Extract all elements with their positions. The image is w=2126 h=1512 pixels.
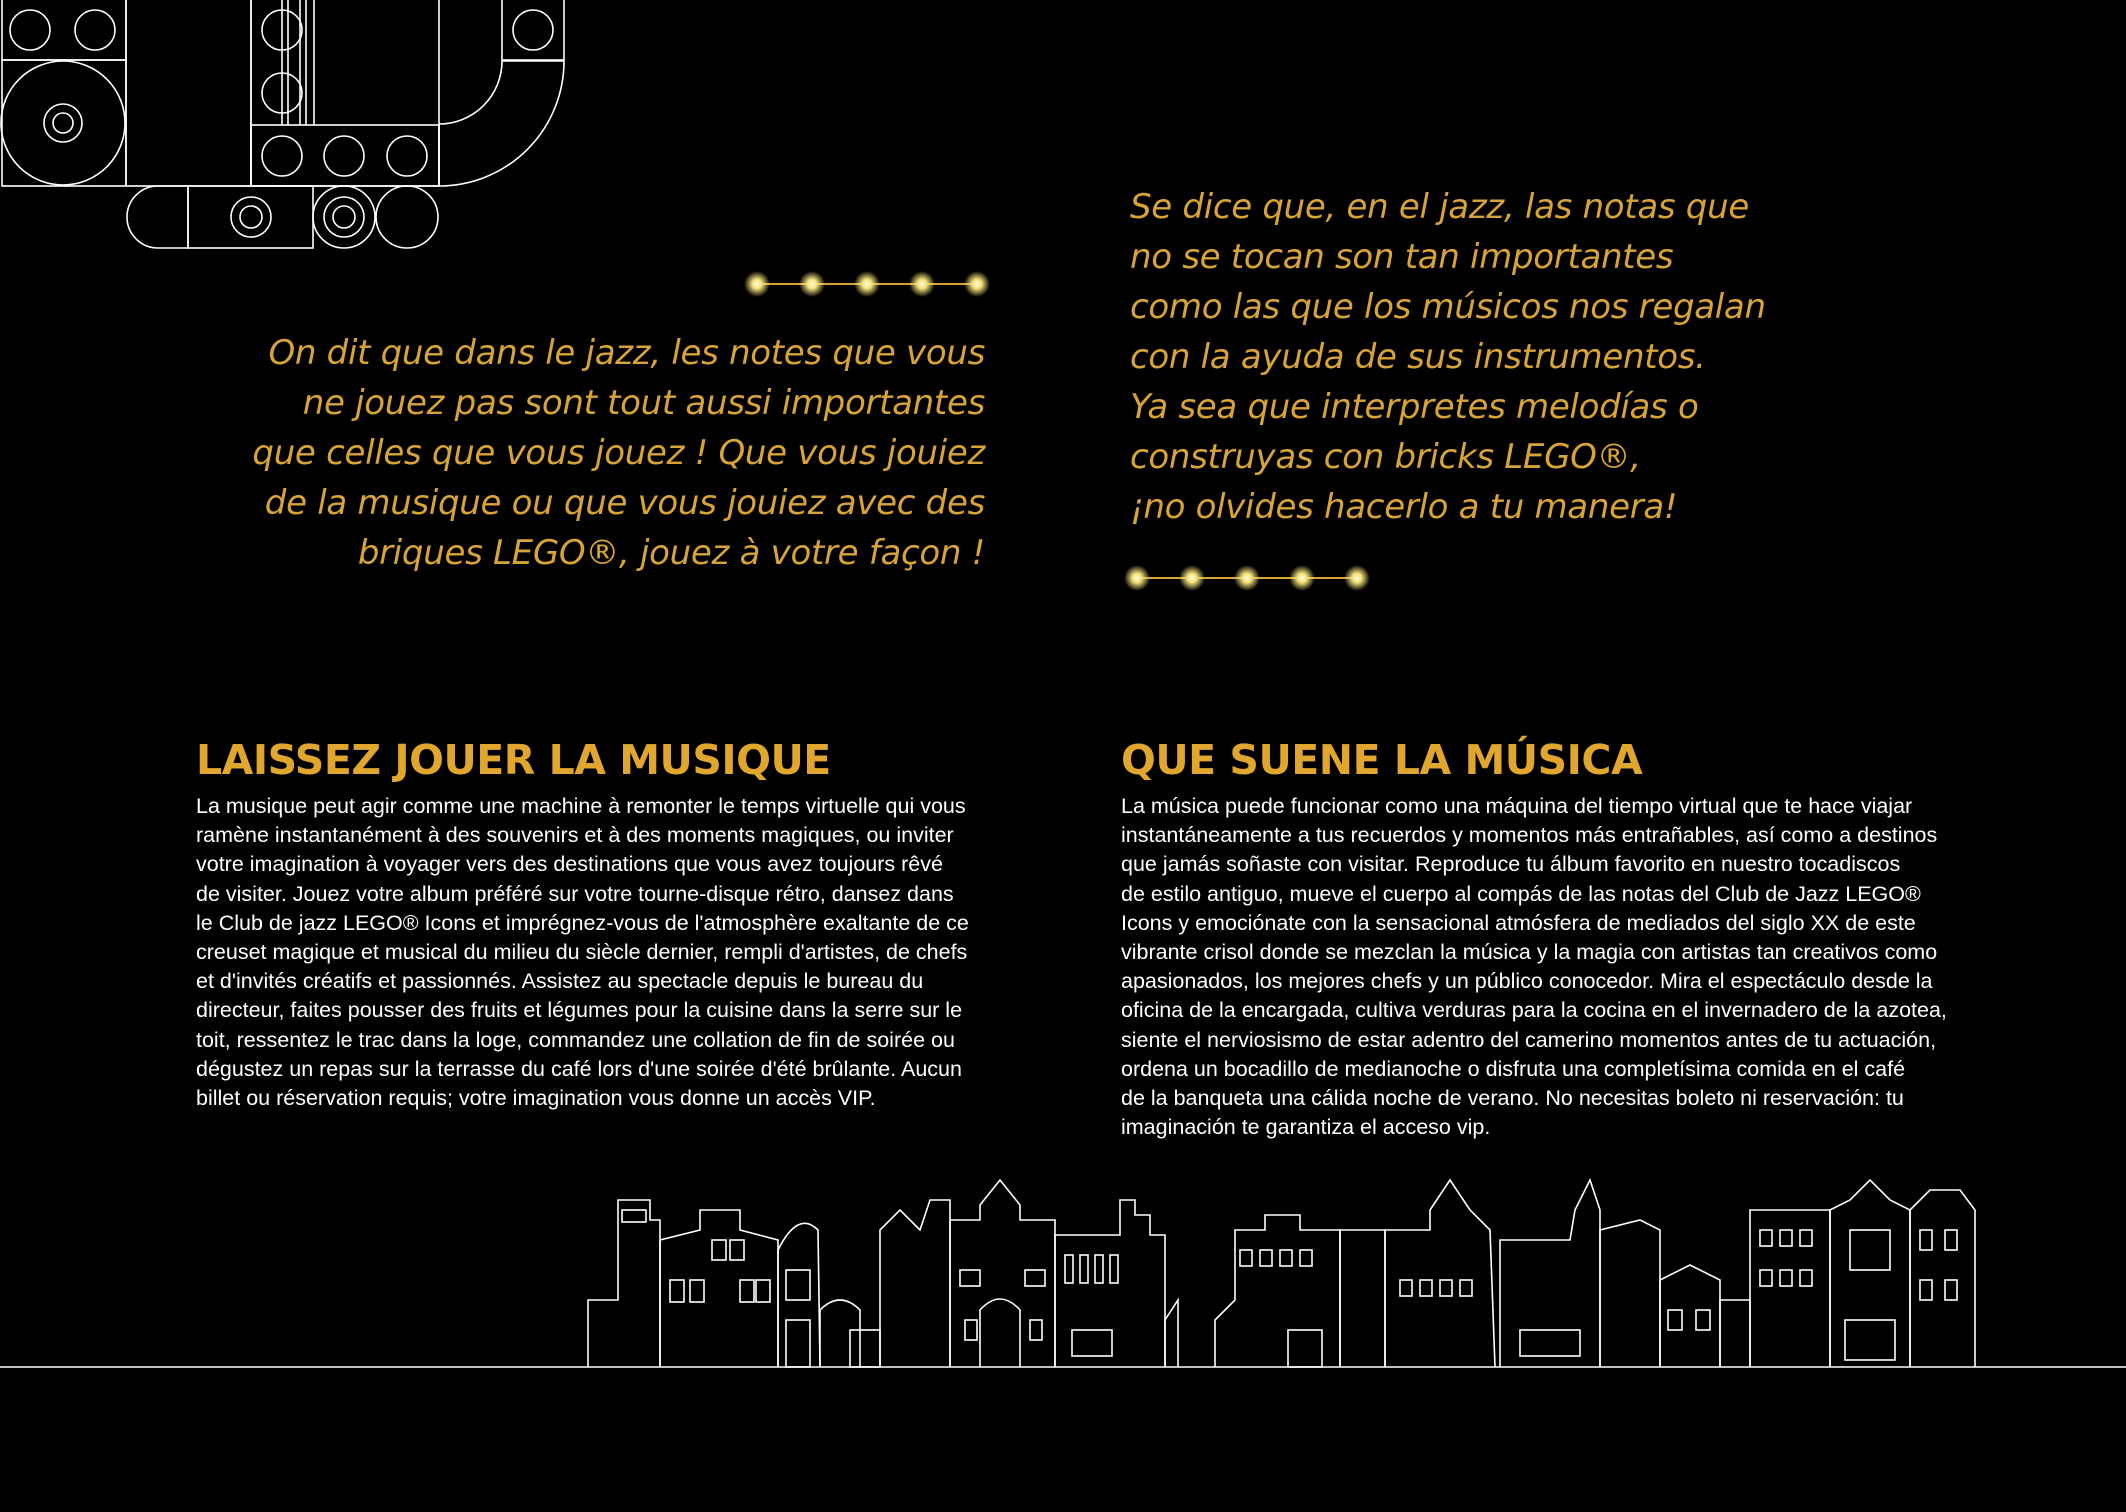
section-body-french: La musique peut agir comme une machine à remonter le temps virtuelle qui vous ramène instantanément à des souvenirs et à des moments magiques, ou inviter votre imagination à voyager vers des destinations que vous avez toujours rêvé de visiter. Jouez votre album préféré sur votre tourne-disque rétro, dansez dans le Club de jazz LEGO® Icons et imprégnez-vous de l'atmosphère exaltante de ce creuset magique et musical du milieu du siècle dernier, rempli d'artistes, de chefs et d'invités créatifs et passionnés. Assistez au spectacle depuis le bureau du directeur, faites pousser des fruits et légumes pour la cuisine dans la serre sur le toit, ressentez le trac dans la loge, commandez une collation de fin de soirée ou dégustez un repas sur la terrasse du café lors d'une soirée d'été brûlante. Aucun billet ou réservation requis; votre imagination vous donne un accès VIP. <box>196 794 969 1111</box>
string-lights-icon <box>740 264 1000 304</box>
quote-french: On dit que dans le jazz, les notes que vous ne jouez pas sont tout aussi importantes que celles que vous jouez ! Que vous jouiez de la musique ou que vous jouiez avec des briques LEGO®, jouez à votre façon ! <box>252 333 985 573</box>
quote-spanish: Se dice que, en el jazz, las notas que no se tocan son tan importantes como las que los músicos nos regalan con la ayuda de sus instrumentos. Ya sea que interpretes melodías o construyas con bricks LEGO®, ¡no olvides hacerlo a tu manera! <box>1130 187 1766 527</box>
section-heading-spanish: QUE SUENE LA MÚSICA <box>1121 736 1643 784</box>
section-heading-french: LAISSEZ JOUER LA MUSIQUE <box>196 736 831 784</box>
string-lights-icon <box>1120 558 1380 598</box>
city-skyline-illustration <box>0 1170 2126 1370</box>
section-body-spanish: La música puede funcionar como una máquina del tiempo virtual que te hace viajar instantáneamente a tus recuerdos y momentos más entrañables, así como a destinos que jamás soñaste con visitar. Reproduce tu álbum favorito en nuestro tocadiscos de estilo antiguo, mueve el cuerpo al compás de las notas del Club de Jazz LEGO® Icons y emociónate con la sensacional atmósfera de mediados del siglo XX de este vibrante crisol donde se mezclan la música y la magia con artistas tan creativos como apasionados, los mejores chefs y un público conocedor. Mira el espectáculo desde la oficina de la encargada, cultiva verduras para la cocina en el invernadero de la azotea, siente el nerviosismo de estar adentro del camerino momentos antes de tu actuación, ordena un bocadillo de medianoche o disfruta una completísima comida en el café de la banqueta una cálida noche de verano. No necesitas boleto ni reservación: tu imaginación te garantiza el acceso vip. <box>1121 794 1947 1140</box>
brick-blueprint-illustration <box>0 0 570 260</box>
